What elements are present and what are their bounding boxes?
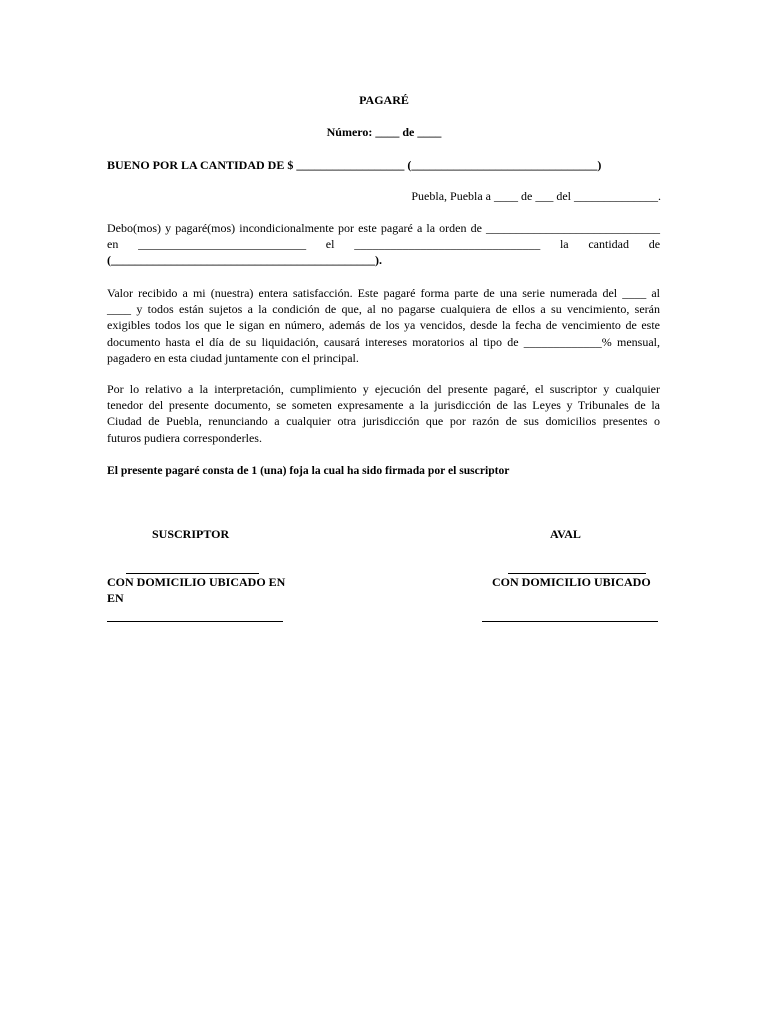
- valor-line-4: documento hasta el día de su liquidación, causará intereses moratorios al tipo de _____________% mensual,: [107, 334, 660, 349]
- debo-cantidad: cantidad: [588, 237, 629, 252]
- consta-line: El presente pagaré consta de 1 (una) foja la cual ha sido firmada por el suscriptor: [107, 464, 510, 477]
- right-domicilio-blank-line: [482, 621, 658, 622]
- jurisdiccion-line-2: tenedor del presente documento, se someten expresamente a la jurisdicción de las Leyes y Tribunales de la: [107, 398, 660, 413]
- jurisdiccion-line-4: futuros pudiera corresponderles.: [107, 430, 262, 445]
- valor-line-1: Valor recibido a mi (nuestra) entera satisfacción. Este pagaré forma parte de una serie numerada del ____ al: [107, 286, 660, 300]
- document-title: PAGARÉ: [359, 93, 409, 107]
- debo-blank-2: _______________________________: [354, 237, 541, 252]
- debo-line-2: [107, 236, 660, 252]
- debo-blank-1: ____________________________: [138, 237, 307, 252]
- jurisdiccion-paragraph: [107, 381, 660, 446]
- jurisdiccion-line-1: Por lo relativo a la interpretación, cumplimiento y ejecución del presente pagaré, el suscriptor y cualquier: [107, 382, 660, 396]
- debo-la: la: [559, 237, 569, 252]
- debo-paragraph: [107, 220, 660, 269]
- place-date-line: Puebla, Puebla a ____ de ___ del ______________.: [411, 189, 661, 203]
- numero-line: Número: ____ de ____: [326, 125, 442, 139]
- bueno-por-cantidad-line: BUENO POR LA CANTIDAD DE $ __________________ (_______________________________): [107, 158, 602, 172]
- debo-el: el: [325, 237, 335, 252]
- left-domicilio-line-2: EN: [107, 591, 124, 605]
- aval-label: AVAL: [550, 527, 581, 541]
- jurisdiccion-line-3: Ciudad de Puebla, renunciando a cualquier otra jurisdicción que por razón de sus domicilios presentes o: [107, 414, 660, 429]
- valor-line-3: exigibles todos los que le sigan en número, además de los ya vencidos, desde la fecha de vencimiento de este: [107, 318, 660, 333]
- debo-de: de: [648, 237, 661, 252]
- right-domicilio-line: CON DOMICILIO UBICADO: [492, 575, 651, 589]
- debo-en: en: [107, 237, 119, 252]
- debo-line-3: (____________________________________________).: [107, 253, 382, 268]
- left-domicilio-line-1: CON DOMICILIO UBICADO EN: [107, 575, 286, 589]
- suscriptor-label: SUSCRIPTOR: [152, 527, 230, 541]
- left-domicilio-blank-line: [107, 621, 283, 622]
- valor-line-2: ____ y todos están sujetos a la condición de que, al no pagarse cualquiera de ellos a su vencimiento, serán: [107, 302, 660, 317]
- valor-recibido-paragraph: [107, 285, 660, 366]
- valor-line-5: pagadero en esta ciudad juntamente con el principal.: [107, 350, 359, 365]
- debo-line-1: Debo(mos) y pagaré(mos) incondicionalmente por este pagaré a la orden de _____________________________: [107, 221, 660, 235]
